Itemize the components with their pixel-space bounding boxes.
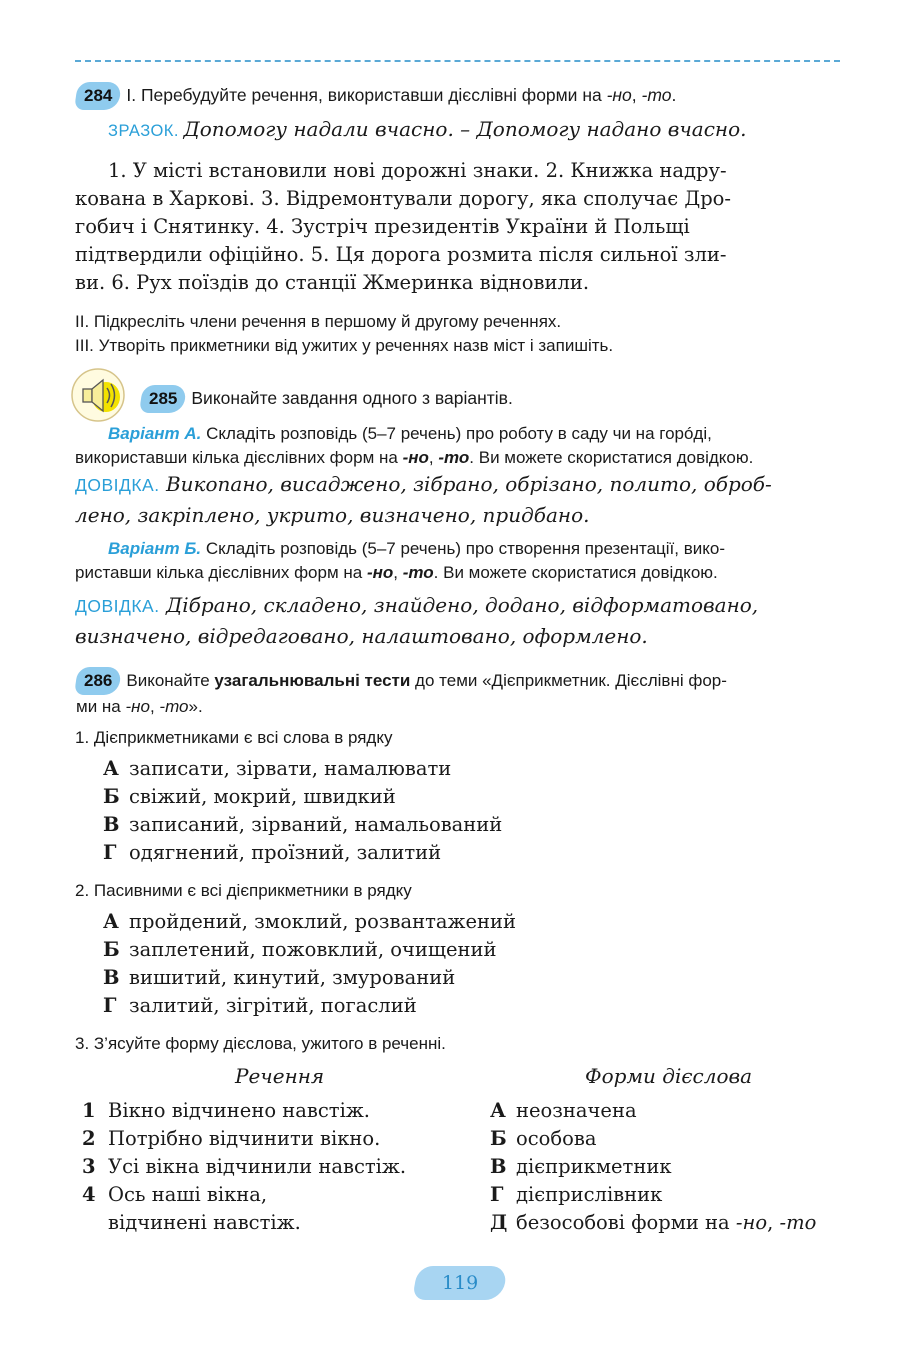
text-line: кована в Харкові. 3. Відремонтували дорогу, яка сполучає Дро- [75,187,732,210]
column-header-sentences: Речення [235,1064,325,1088]
ex284-task-ii: ІІ. Підкресліть члени речення в першому й другому реченнях. [75,312,562,331]
text-line: 1. У місті встановили нові дорожні знаки. 2. Книжка надру- [108,159,727,182]
text-line: ви. 6. Рух поїздів до станції Жмеринка відновили. [75,271,590,294]
ex285-title: 285 Виконайте завдання одного з варіантів. [141,385,841,413]
exercise-number-badge: 285 [139,385,187,413]
form-row: А неозначена [490,1099,637,1122]
form-row: Г дієприслівник [490,1183,663,1206]
question-3: 3. З’ясуйте форму дієслова, ужитого в реченні. [75,1034,446,1053]
option-row: Б заплетений, пожовклий, очищений [103,938,497,961]
option-row: Г залитий, зігрітий, погаслий [103,994,417,1017]
ex285-variant-a-reference: ДОВІДКА. Викопано, висаджено, зібрано, обрізано, полито, оброб- лено, закріплено, укрито, визначено, придбано. [75,472,772,527]
question-1-options [103,755,502,867]
exercise-number-badge: 284 [74,82,122,110]
sentence-row: 2 Потрібно відчинити вікно. [82,1127,381,1150]
option-row: В записаний, зірваний, намальований [103,813,503,836]
question-3-forms [490,1097,816,1237]
form-row: В дієприкметник [490,1155,672,1178]
exercise-number-badge: 286 [74,667,122,695]
sentence-row-continuation: відчинені навстіж. [108,1211,301,1234]
text-line: підтвердили офіційно. 5. Ця дорога розмита після сильної зли- [75,243,727,266]
question-1: 1. Дієприкметниками є всі слова в рядку [75,728,393,747]
text-line: гобич і Снятинку. 4. Зустріч президентів України й Польщі [75,215,690,238]
ex284-task-i: 284 І. Перебудуйте речення, використавши дієслівні форми на -но, -то. [76,82,846,110]
question-2-options [103,908,516,1020]
ex285-variant-b-reference: ДОВІДКА. Дібрано, складено, знайдено, додано, відформатовано, визначено, відредаговано, налаштовано, оформлено. [75,593,759,648]
sentence-row: 3 Усі вікна відчинили навстіж. [82,1155,407,1178]
form-row: Д безособові форми на -но, -то [490,1211,817,1234]
ex285-variant-b: Варіант Б. Складіть розповідь (5–7 речень) про створення презентації, вико- риставши кілька дієслівних форм на -но, -то. Ви можете скористатися довідкою. [75,539,725,582]
form-row: Б особова [490,1127,597,1150]
ex284-sample: ЗРАЗОК. Допомогу надали вчасно. – Допомогу надано вчасно. [108,117,747,141]
option-row: В вишитий, кинутий, змурований [103,966,456,989]
option-row: А пройдений, змоклий, розвантажений [103,910,517,933]
ex284-sentences [75,157,841,297]
sentence-row: 4 Ось наші вікна, [82,1183,268,1206]
ex286-intro: 286 Виконайте узагальнювальні тести до теми «Дієприкметник. Дієслівні фор- ми на -но, -то». [76,667,846,719]
page-number: 119 [412,1266,508,1300]
option-row: Б свіжий, мокрий, швидкий [103,785,396,808]
sentence-row: 1 Вікно відчинено навстіж. [82,1099,370,1122]
ex284-task-iii: ІІІ. Утворіть прикметники від ужитих у реченнях назв міст і запишіть. [75,336,614,355]
question-2: 2. Пасивними є всі дієприкметники в рядку [75,881,412,900]
column-header-forms: Форми дієслова [585,1064,753,1088]
question-3-sentences [82,1097,406,1237]
option-row: Г одягнений, проїзний, залитий [103,841,442,864]
ex285-variant-a: Варіант А. Складіть розповідь (5–7 речень) про роботу в саду чи на горóді, використавши кілька дієслівних форм на -но, -то. Ви можете скористатися довідкою. [75,424,754,467]
top-dashed-divider [75,60,840,62]
speaker-icon[interactable] [70,367,126,423]
option-row: А записати, зірвати, намалювати [103,757,452,780]
